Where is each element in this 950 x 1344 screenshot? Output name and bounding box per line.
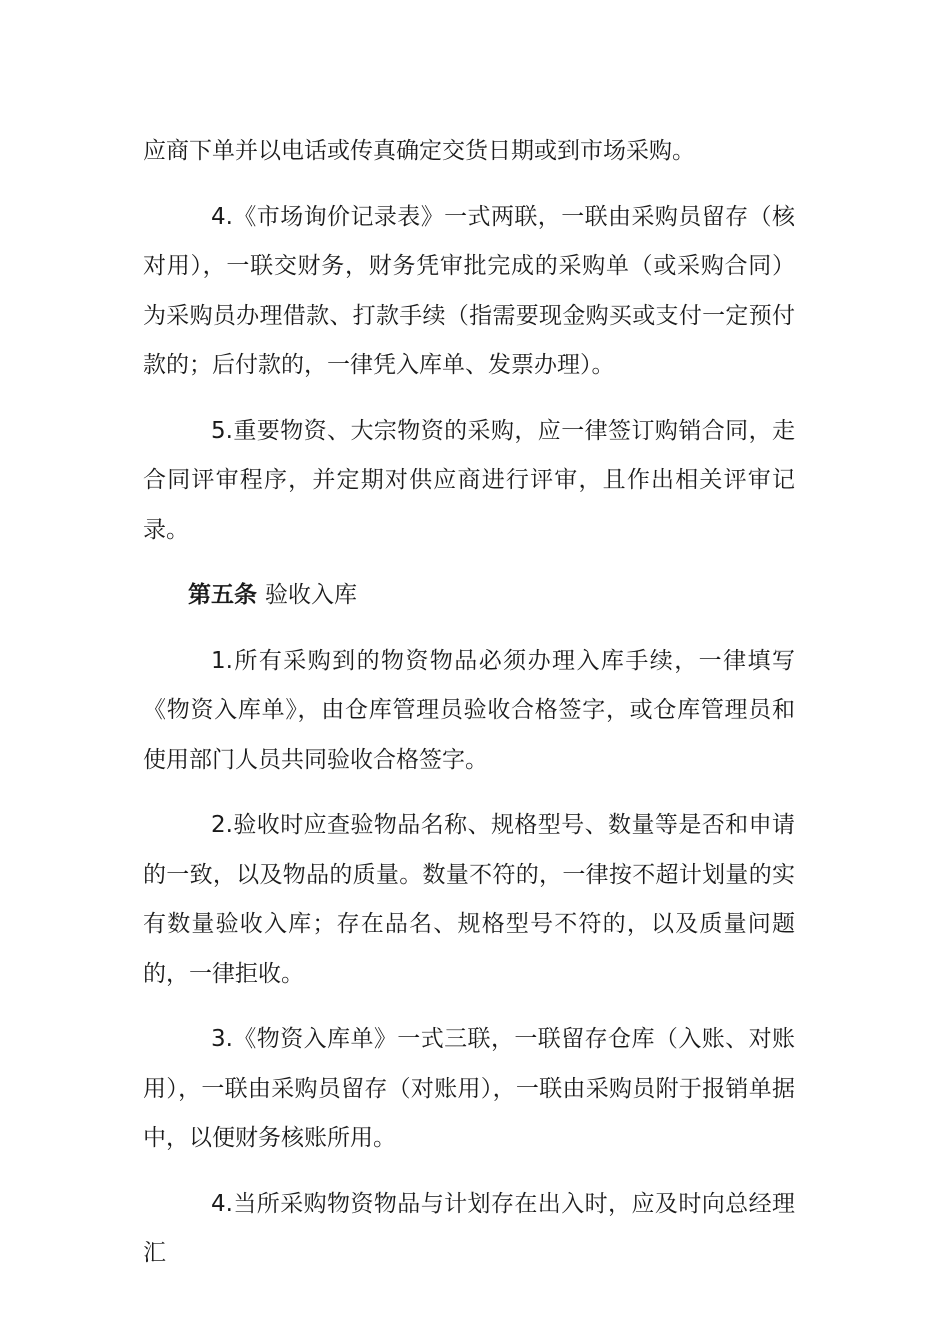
section-label: 第五条 <box>188 582 257 608</box>
document-body <box>143 127 795 1295</box>
section-title: 验收入库 <box>265 582 357 608</box>
section-heading <box>143 571 795 621</box>
paragraph-section-item-3: 3.《物资入库单》一式三联，一联留存仓库（入账、对账用），一联由采购员留存（对账用），一联由采购员附于报销单据中，以便财务核账所用。 <box>143 1026 795 1151</box>
paragraph-item-4-inquiry-record: 4.《市场询价记录表》一式两联，一联由采购员留存（核对用），一联交财务，财务凭审批完成的采购单（或采购合同）为采购员办理借款、打款手续（指需要现金购买或支付一定预付款的；后付款的，一律凭入库单、发票办理）。 <box>143 203 795 378</box>
paragraph-section-item-2: 2.验收时应查验物品名称、规格型号、数量等是否和申请的一致，以及物品的质量。数量不符的，一律按不超计划量的实有数量验收入库；存在品名、规格型号不符的，以及质量问题的，一律拒收。 <box>143 812 795 987</box>
paragraph-section-item-4: 4.当所采购物资物品与计划存在出入时，应及时向总经理汇 <box>143 1190 795 1266</box>
paragraph-section-item-1: 1.所有采购到的物资物品必须办理入库手续，一律填写《物资入库单》，由仓库管理员验收合格签字，或仓库管理员和使用部门人员共同验收合格签字。 <box>143 647 795 773</box>
paragraph-item-5-major-materials: 5.重要物资、大宗物资的采购，应一律签订购销合同，走合同评审程序，并定期对供应商进行评审，且作出相关评审记录。 <box>143 417 795 543</box>
paragraph-continuation: 应商下单并以电话或传真确定交货日期或到市场采购。 <box>143 138 695 164</box>
